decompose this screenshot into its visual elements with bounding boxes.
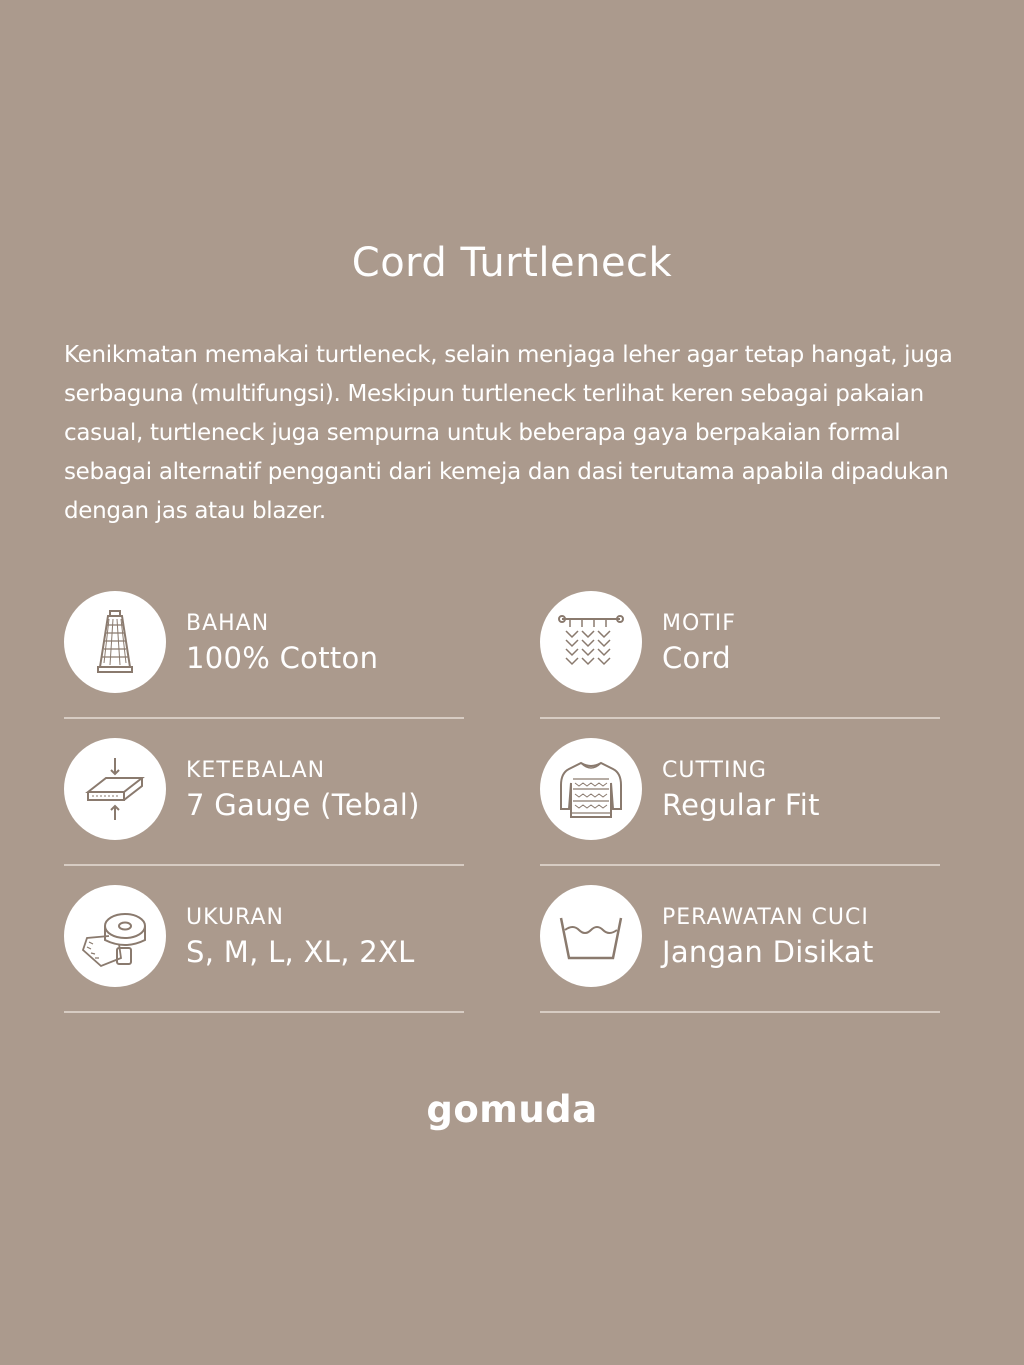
spec-label: UKURAN — [186, 905, 284, 930]
spec-label: PERAWATAN CUCI — [662, 905, 869, 930]
sweater-icon — [540, 738, 642, 840]
spec-label: MOTIF — [662, 611, 736, 636]
spec-value: 7 Gauge (Tebal) — [186, 788, 420, 822]
knitting-pattern-icon — [540, 591, 642, 693]
spec-label: BAHAN — [186, 611, 270, 636]
spec-motif — [540, 591, 940, 719]
spec-cutting — [540, 738, 940, 866]
brand-logo: gomuda — [426, 1088, 598, 1131]
spec-ukuran — [64, 885, 464, 1013]
spec-label: CUTTING — [662, 758, 767, 783]
spec-ketebalan — [64, 738, 464, 866]
fabric-thickness-icon — [64, 738, 166, 840]
spec-label: KETEBALAN — [186, 758, 326, 783]
thread-spool-icon — [64, 591, 166, 693]
spec-value: Regular Fit — [662, 788, 820, 822]
wash-basin-icon — [540, 885, 642, 987]
spec-perawatan-cuci — [540, 885, 940, 1013]
spec-value: S, M, L, XL, 2XL — [186, 935, 415, 969]
measuring-tape-icon — [64, 885, 166, 987]
spec-value: Jangan Disikat — [662, 935, 874, 969]
product-description: Kenikmatan memakai turtleneck, selain menjaga leher agar tetap hangat, juga serbaguna (multifungsi). Meskipun turtleneck terlihat keren sebagai pakaian casual, turtleneck juga sempurna untuk beberapa gaya berpakaian formal sebagai alternatif pengganti dari kemeja dan dasi terutama apabila dipadukan dengan jas atau blazer. — [64, 342, 953, 524]
spec-bahan — [64, 591, 464, 719]
spec-value: 100% Cotton — [186, 641, 379, 675]
product-title: Cord Turtleneck — [351, 240, 673, 286]
spec-value: Cord — [662, 641, 732, 675]
